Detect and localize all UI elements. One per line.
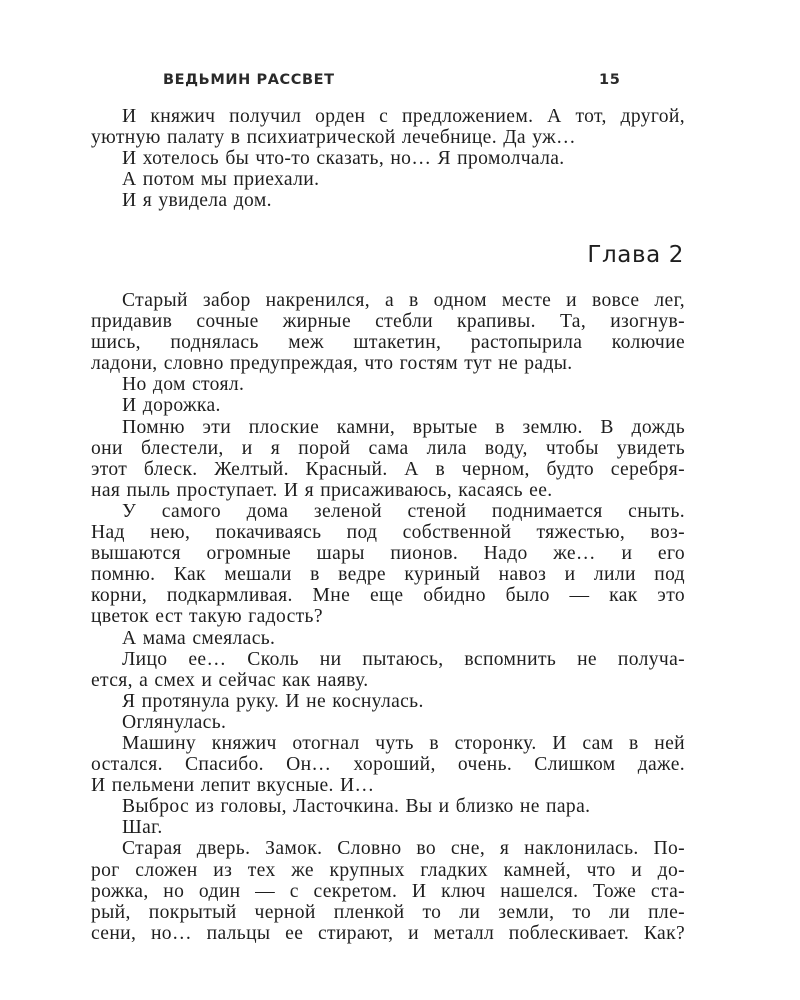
running-title: ВЕДЬМИН РАССВЕТ xyxy=(163,72,335,88)
text-line: шись, поднялась меж штакетин, растопырила колючие xyxy=(91,332,685,354)
page-number: 15 xyxy=(599,72,621,88)
text-line: рожка, но один — с секретом. И ключ нашелся. Тоже ста- xyxy=(91,880,685,902)
text-line: Я протянула руку. И не коснулась. xyxy=(122,690,424,712)
text-line: А потом мы приехали. xyxy=(122,169,320,191)
text-line: рог сложен из тех же крупных гладких камней, что и до- xyxy=(91,859,685,881)
text-line: остался. Спасибо. Он… хороший, очень. Слишком даже. xyxy=(91,754,685,776)
text-block-chapter-body xyxy=(91,290,685,944)
text-line: Над нею, покачиваясь под собственной тяжестью, воз- xyxy=(91,522,685,544)
text-line: И княжич получил орден с предложением. А тот, другой, xyxy=(122,106,685,127)
text-line: помню. Как мешали в ведре куриный навоз и лили под xyxy=(91,564,685,586)
text-line: Помню эти плоские камни, врытые в землю. В дождь xyxy=(122,416,685,438)
text-block-opening xyxy=(91,106,685,211)
chapter-heading: Глава 2 xyxy=(587,242,684,268)
text-line: ладони, словно предупреждая, что гостям тут не рады. xyxy=(91,353,573,375)
text-line: Машину княжич отогнал чуть в сторонку. И сам в ней xyxy=(122,732,685,754)
text-line: рый, покрытый черной пленкой то ли земли, то ли пле- xyxy=(91,901,685,923)
text-line: Старая дверь. Замок. Словно во сне, я наклонилась. По- xyxy=(122,838,685,860)
text-line: Лицо ее… Сколь ни пытаюсь, вспомнить не получа- xyxy=(122,648,685,670)
text-line: ется, а смех и сейчас как наяву. xyxy=(91,669,369,691)
text-line: корни, подкармливая. Мне еще обидно было — как это xyxy=(91,585,685,607)
text-line: И я увидела дом. xyxy=(122,190,272,212)
text-line: У самого дома зеленой стеной поднимается сныть. xyxy=(122,500,685,522)
running-header xyxy=(163,72,621,94)
text-line: сени, но… пальцы ее стирают, и металл поблескивает. Как? xyxy=(91,922,685,944)
text-line: этот блеск. Желтый. Красный. А в черном, будто серебря- xyxy=(91,458,685,480)
text-line: они блестели, и я порой сама лила воду, чтобы увидеть xyxy=(91,437,685,459)
text-line: придавив сочные жирные стебли крапивы. Та, изогнув- xyxy=(91,311,685,333)
text-line: Шаг. xyxy=(122,817,163,839)
text-line: А мама смеялась. xyxy=(122,627,276,649)
text-line: Выброс из головы, Ласточкина. Вы и близко не пара. xyxy=(122,796,591,818)
text-line: Старый забор накренился, а в одном месте и вовсе лег, xyxy=(122,290,685,311)
text-line: И хотелось бы что-то сказать, но… Я промолчала. xyxy=(122,148,565,170)
text-line: Оглянулась. xyxy=(122,711,227,733)
text-line: уютную палату в психиатрической лечебнице. Да уж… xyxy=(91,127,576,149)
text-line: Но дом стоял. xyxy=(122,374,245,396)
text-line: И пельмени лепит вкусные. И… xyxy=(91,775,375,797)
text-line: И дорожка. xyxy=(122,395,221,417)
text-line: ная пыль проступает. И я присаживаюсь, касаясь ее. xyxy=(91,479,553,501)
text-line: вышаются огромные шары пионов. Надо же… и его xyxy=(91,543,685,565)
text-line: цветок ест такую гадость? xyxy=(91,606,323,628)
